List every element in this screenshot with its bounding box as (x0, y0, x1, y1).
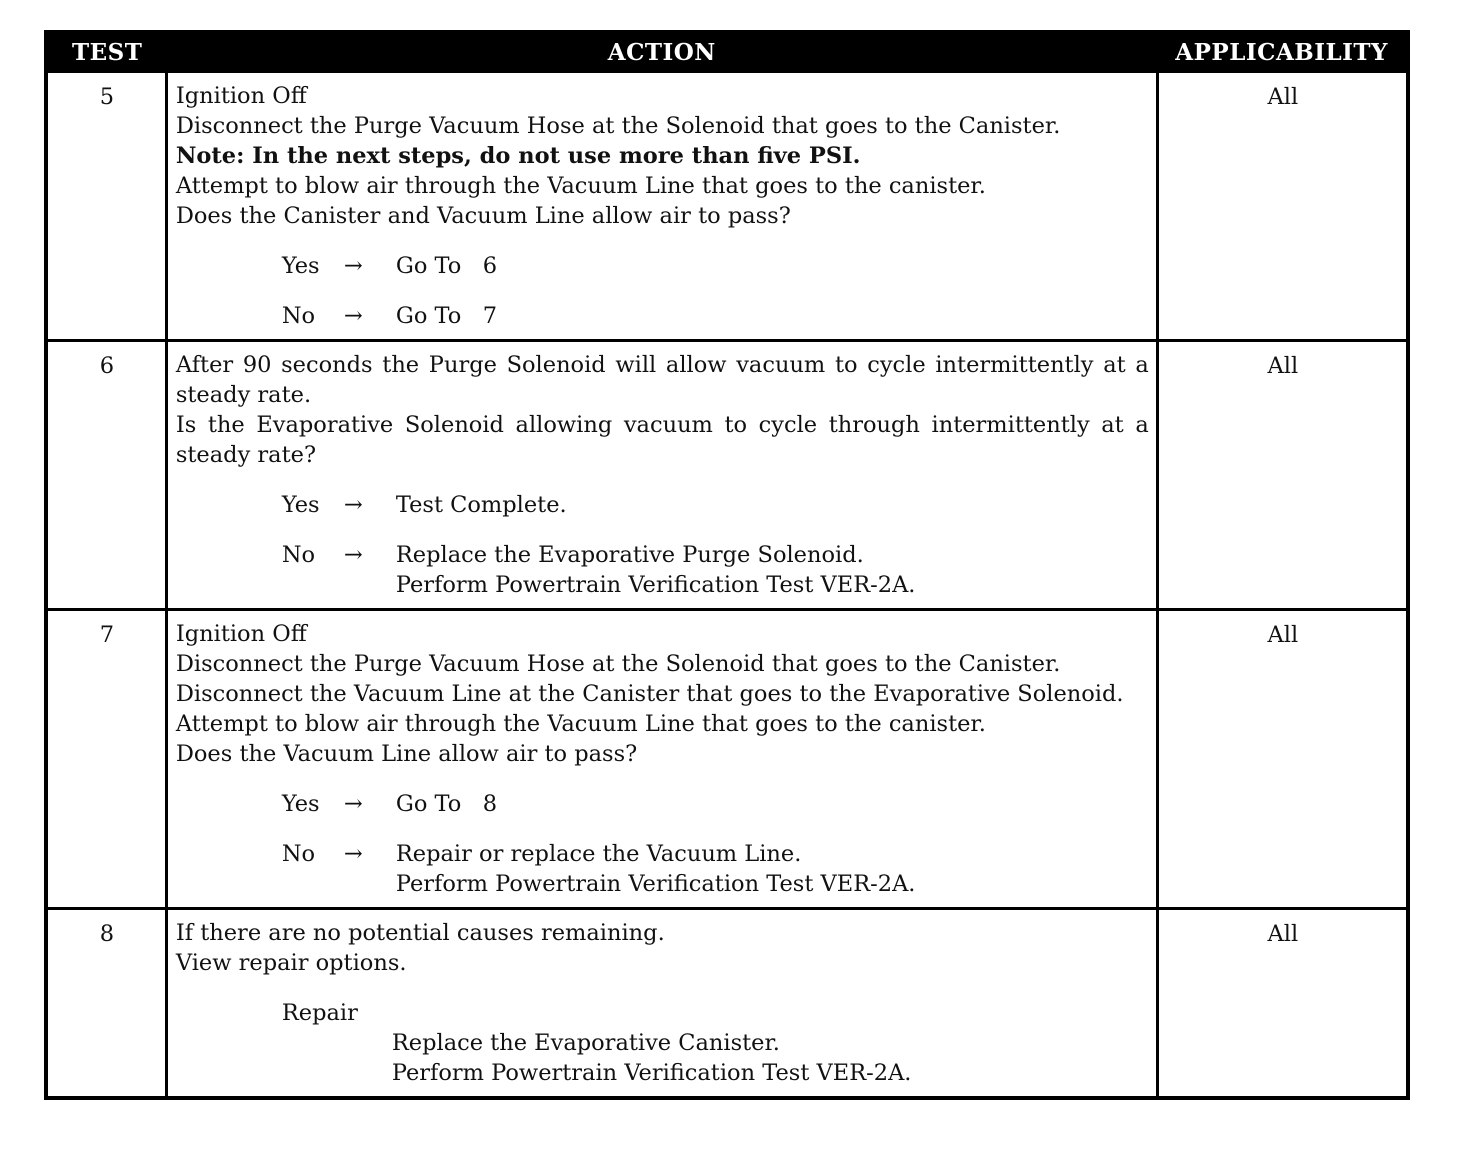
branch-result: Repair or replace the Vacuum Line. (395, 841, 802, 867)
action-line: Disconnect the Vacuum Line at the Canister that goes to the Evaporative Solenoid. (175, 681, 1124, 707)
branch-result: Perform Powertrain Verification Test VER-2A. (395, 572, 916, 598)
branch-answer: Yes (281, 492, 320, 518)
applicability-value: All (1157, 909, 1408, 1099)
test-number: 7 (46, 610, 166, 909)
table-row (46, 341, 1408, 610)
repair-label: Repair (281, 1000, 358, 1026)
repair-steps (392, 1028, 1149, 1088)
branch-yes (282, 251, 1149, 281)
header-action: ACTION (166, 32, 1157, 72)
test-number: 8 (46, 909, 166, 1099)
action-line: Ignition Off (175, 621, 307, 647)
right-arrow-icon: → (343, 253, 363, 279)
action-line: Attempt to blow air through the Vacuum Line that goes to the canister. (175, 173, 986, 199)
action-line: If there are no potential causes remaining. (175, 920, 665, 946)
action-cell (166, 341, 1157, 610)
branch-yes (282, 789, 1149, 819)
applicability-value: All (1157, 72, 1408, 341)
branch-yes (282, 490, 1149, 520)
repair-step: Perform Powertrain Verification Test VER-2A. (391, 1060, 912, 1086)
action-question: Does the Vacuum Line allow air to pass? (175, 741, 638, 767)
branch-answer: No (281, 303, 316, 329)
action-question: Is the Evaporative Solenoid allowing vacuum to cycle through intermittently at a steady rate? (175, 412, 1149, 468)
branch-result: Perform Powertrain Verification Test VER-2A. (395, 871, 916, 897)
branch-answer: No (281, 542, 316, 568)
action-line: Disconnect the Purge Vacuum Hose at the Solenoid that goes to the Canister. (175, 651, 1061, 677)
branch-result: Replace the Evaporative Purge Solenoid. (395, 542, 864, 568)
test-number: 6 (46, 341, 166, 610)
branch-answer: Yes (281, 791, 320, 817)
header-test: TEST (46, 32, 166, 72)
action-cell (166, 909, 1157, 1099)
table-header-row (46, 32, 1408, 72)
applicability-value: All (1157, 341, 1408, 610)
action-line: Ignition Off (175, 83, 307, 109)
branch-answer: No (281, 841, 316, 867)
branch-result: Go To 7 (395, 303, 498, 329)
branch-result: Test Complete. (395, 492, 567, 518)
action-line: After 90 seconds the Purge Solenoid will allow vacuum to cycle intermittently at a steady rate. (175, 352, 1149, 408)
right-arrow-icon: → (343, 492, 363, 518)
branch-no (282, 540, 1149, 600)
header-applicability: APPLICABILITY (1157, 32, 1408, 72)
action-note: Note: In the next steps, do not use more than five PSI. (175, 143, 861, 169)
action-question: Does the Canister and Vacuum Line allow air to pass? (175, 203, 791, 229)
action-line: Attempt to blow air through the Vacuum Line that goes to the canister. (175, 711, 986, 737)
repair-step: Replace the Evaporative Canister. (391, 1030, 780, 1056)
action-line: Disconnect the Purge Vacuum Hose at the Solenoid that goes to the Canister. (175, 113, 1061, 139)
action-line: View repair options. (175, 950, 407, 976)
branch-answer: Yes (281, 253, 320, 279)
branch-result: Go To 8 (395, 791, 498, 817)
right-arrow-icon: → (343, 841, 363, 867)
branch-no (282, 301, 1149, 331)
action-cell (166, 72, 1157, 341)
right-arrow-icon: → (343, 791, 363, 817)
right-arrow-icon: → (343, 542, 363, 568)
branch-no (282, 839, 1149, 899)
applicability-value: All (1157, 610, 1408, 909)
repair-options (282, 998, 1149, 1088)
diagnostic-test-table (44, 30, 1410, 1100)
branch-result: Go To 6 (395, 253, 498, 279)
test-number: 5 (46, 72, 166, 341)
table-row (46, 610, 1408, 909)
right-arrow-icon: → (343, 303, 363, 329)
table-row (46, 72, 1408, 341)
table-row (46, 909, 1408, 1099)
action-cell (166, 610, 1157, 909)
